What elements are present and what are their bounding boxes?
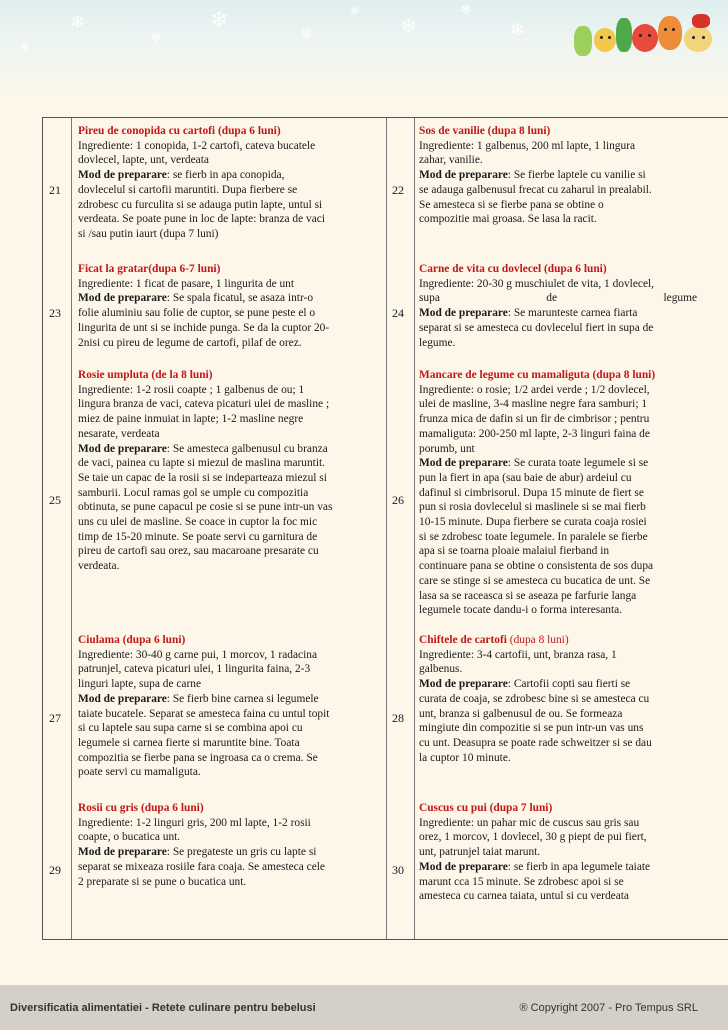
recipe-number: 22 [392,183,404,197]
recipe-number: 27 [49,711,61,725]
snowflake-icon: ❄ [460,2,472,18]
snowflake-icon: ❄ [70,12,86,33]
column-divider [414,118,415,939]
recipe-title: Chiftele de cartofi [419,634,507,646]
recipe-number: 26 [392,493,404,507]
recipe-number: 25 [49,493,61,507]
recipe-title: Pireu de conopida cu cartofi (dupa 6 luni) [78,125,281,137]
recipe-title: Rosie umpluta (de la 8 luni) [78,369,213,381]
recipe-25: Rosie umpluta (de la 8 luni) Ingrediente: 1-2 rosii coapte ; 1 galbenus de ou; 1 lingura branza de vaci, cateva picaturi ulei de masline ; miez de paine inmuiat in lapte; 1-2 masline negre nesarate, verdeata Mod de preparare: Se amesteca galbenusul cu branza de vaci, painea cu lapte si miezul de maslina maruntit. Se taie un capac de la rosii si se indeparteaza miezul si samburii. Locul ramas gol se umple cu compozitia obtinuta, se pune capacul pe cosie si se pune intr-un vas uns cu ulei de masline. Se coace in cuptor la foc mic timp de 15-20 minute. Se poate servi cu garnitura de pireu de cartofi sau orez, sau macaroane presarate cu verdeata. [78,368,380,574]
footer-title: Diversificatia alimentatiei - Retete culinare pentru bebelusi [10,1002,316,1014]
recipe-29: Rosii cu gris (dupa 6 luni) Ingrediente: 1-2 linguri gris, 200 ml lapte, 1-2 rosii coapte, o bucatica unt. Mod de preparare: Se pregateste un gris cu lapte si separat se mixeaza rosiile fara coaja. Se amesteca cele 2 preparate si se pune o bucatica unt. [78,801,380,889]
recipe-title: Sos de vanilie (dupa 8 luni) [419,125,551,137]
vegetables-illustration [574,4,724,64]
recipe-number: 29 [49,863,61,877]
recipe-26: Mancare de legume cu mamaliguta (dupa 8 luni) Ingrediente: o rosie; 1/2 ardei verde ; 1/2 dovlecel, ulei de masline, 3-4 masline negre fara samburi; 1 frunza mica de dafin si un fir de cimbrisor ; pentru mamaliguta: 200-250 ml lapte, 2-3 linguri faina de porumb, unt Mod de preparare: Se curata toate legumele si se pun la fiert in apa (sau baie de abur) ardeiul cu dafinul si cimbrisorul. Dupa 15 minute de fiert se pun si rosia dovlecelul si maslinele si se mai fierb 10-15 minute. Dupa fierbere se curata coaja rosiei si se zdrobesc toate legumele. In paralele se fierbe apa si se toarna ploaie malaiul fierband in continuare pana se obtine o consistenta de sos dupa care se stinge si se amesteca cu bucatica de unt. Se lasa sa se raceasca si se aseaza pe farfurie langa legumele tocate dandu-i o forma interesanta. [419,368,697,618]
footer-copyright: ® Copyright 2007 - Pro Tempus SRL [519,1002,698,1014]
recipe-28: Chiftele de cartofi (dupa 8 luni) Ingrediente: 3-4 cartofii, unt, branza rasa, 1 galbenus. Mod de preparare: Cartofii copti sau fierti se curata de coaja, se zdrobesc bine si se amesteca cu unt, branza si galbenusul de ou. Se formeaza mingiute din compozitie si se pun intr-un vas uns cu unt. Deasupra se poate rade schweitzer si se dau la cuptor 10 minute. [419,634,652,764]
recipe-23: Ficat la gratar(dupa 6-7 luni) Ingrediente: 1 ficat de pasare, 1 lingurita de unt Mod de preparare: Se spala ficatul, se asaza intr-o folie aluminiu sau folie de cuptor, se pune peste el o lingurita de unt si se inchide punga. Se da la cuptor 20- 2nisi cu pireu de legume de cartofi, pilaf de orez. [78,262,380,350]
recipe-title: Rosii cu gris (dupa 6 luni) [78,802,204,814]
snowflake-icon: ❄ [300,24,314,43]
header-decoration [0,0,728,92]
recipe-number: 24 [392,306,404,320]
recipe-title: Ciulama (dupa 6 luni) [78,634,186,646]
recipe-24: Carne de vita cu dovlecel (dupa 6 luni) Ingrediente: 20-30 g muschiulet de vita, 1 dovlecel, supa de legume Mod de preparare: Se marunteste carnea fiarta separat si se amesteca cu dovlecelul fiert in supa de legume. [419,263,697,349]
snowflake-icon: ❄ [400,14,417,38]
snowflake-icon: ❄ [20,40,31,54]
recipe-21: Pireu de conopida cu cartofi (dupa 6 luni) Ingrediente: 1 conopida, 1-2 cartofi, cateva bucatele dovlecel, lapte, unt, verdeata Mod de preparare: se fierb in apa conopida, dovlecelul si cartofii maruntiti. Dupa fierbere se zdrobesc cu furculita si se adauga putin lapte, untul si verdeata. Se poate pune in loc de lapte: branza de vaci si /sau putin iaurt (dupa 7 luni) [78,124,380,242]
recipe-title: Cuscus cu pui (dupa 7 luni) [419,802,553,814]
snowflake-icon: ❄ [150,30,162,46]
recipe-title: Carne de vita cu dovlecel (dupa 6 luni) [419,263,607,275]
snowflake-icon: ❄ [510,20,526,41]
recipe-number: 21 [49,183,61,197]
recipe-title: Ficat la gratar(dupa 6-7 luni) [78,263,221,275]
column-divider [386,118,387,939]
recipe-27: Ciulama (dupa 6 luni) Ingrediente: 30-40 g carne pui, 1 morcov, 1 radacina patrunjel, cateva picaturi ulei, 1 lingurita faina, 2-3 linguri lapte, supa de carne Mod de preparare: Se fierb bine carnea si legumele taiate bucatele. Separat se amesteca faina cu untul topit si cu laptele sau supa carne si se combina apoi cu legumele si carnea fierte si maruntite bine. Toata compozitia se fierbe pana se ingroasa ca o crema. Se poate servi cu mamaliguta. [78,633,380,780]
snowflake-icon: ❄ [210,8,229,33]
recipe-title: Mancare de legume cu mamaliguta (dupa 8 luni) [419,369,656,381]
snowflake-icon: ❄ [350,4,361,18]
recipe-22: Sos de vanilie (dupa 8 luni) Ingrediente: 1 galbenus, 200 ml lapte, 1 lingura zahar, vanilie. Mod de preparare: Se fierbe laptele cu vanilie si se adauga galbenusul frecat cu zaharul in prealabil. Se amesteca si se fierbe pana se obtine o compozitie mai groasa. Se lasa la racit. [419,124,697,227]
recipe-30: Cuscus cu pui (dupa 7 luni) Ingrediente: un pahar mic de cuscus sau gris sau orez, 1 morcov, 1 dovlecel, 30 g piept de pui fiert, unt, patrunjel taiat marunt. Mod de preparare: se fierb in apa legumele taiate marunt cca 15 minute. Se zdrobesc apoi si se amesteca cu carnea taiata, untul si cu verdeata [419,801,697,904]
recipe-number: 30 [392,863,404,877]
column-divider [71,118,72,939]
recipe-number: 28 [392,711,404,725]
recipe-number: 23 [49,306,61,320]
